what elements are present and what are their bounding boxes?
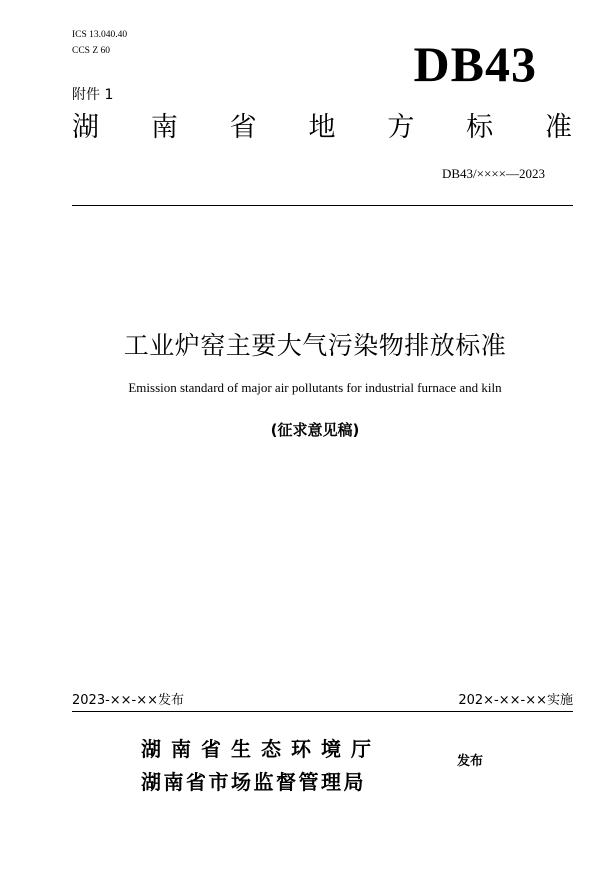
issue-date: 2023-××-××发布: [72, 693, 185, 708]
implement-date: 202×-××-××实施: [458, 693, 573, 708]
issuing-authority-1: 湖南省生态环境厅: [141, 737, 381, 761]
standard-mark: DB43: [413, 36, 537, 92]
standard-code: DB43/××××—2023: [442, 166, 545, 181]
header-title-char: 湖: [72, 112, 99, 143]
header-title-char: 标: [466, 112, 494, 143]
header-title-char: 地: [308, 112, 336, 143]
header-title-char: 准: [544, 112, 572, 143]
header-title: [72, 110, 572, 146]
header-title-char: 方: [387, 112, 415, 143]
ccs-code: CCS Z 60: [72, 46, 111, 56]
header-title-char: 省: [229, 112, 257, 143]
publish-label: 发布: [457, 754, 484, 769]
annex-label: 附件 1: [72, 87, 114, 103]
document-title: 工业炉窑主要大气污染物排放标准: [123, 331, 507, 360]
ics-code: ICS 13.040.40: [72, 30, 128, 40]
issuing-authority-2: 湖南省市场监督管理局: [141, 770, 366, 794]
draft-label: (征求意见稿): [270, 421, 360, 439]
header-title-char: 南: [150, 112, 178, 143]
bottom-divider: [72, 711, 573, 712]
top-divider: [72, 205, 573, 206]
english-title: Emission standard of major air pollutants for industrial furnace and kiln: [128, 380, 502, 395]
